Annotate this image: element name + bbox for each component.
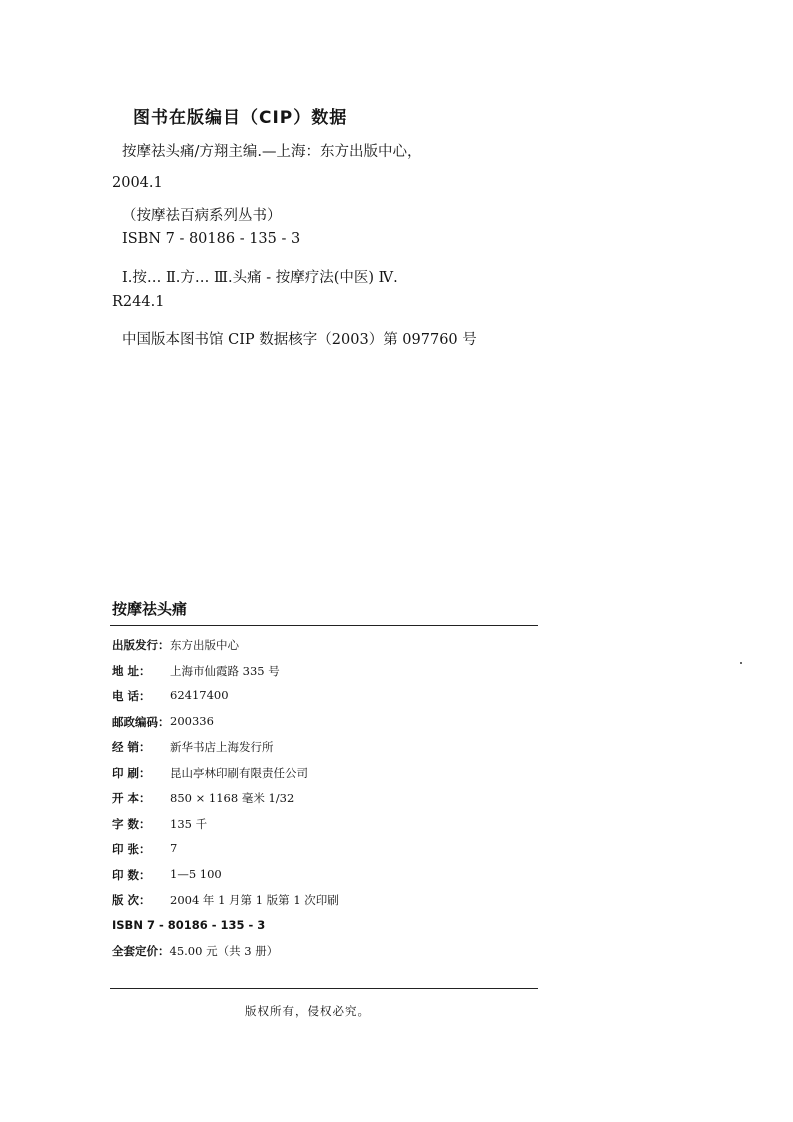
colophon-row-edition <box>112 892 339 918</box>
colophon-row-isbn <box>112 918 339 944</box>
colophon-row-phone <box>112 688 339 714</box>
cip-line-subjects: Ⅰ.按… Ⅱ.方… Ⅲ.头痛 - 按摩疗法(中医) Ⅳ. <box>122 270 398 286</box>
row-value: 昆山亭林印刷有限责任公司 <box>170 765 308 780</box>
colophon-row-distributor <box>112 739 339 765</box>
colophon-row-price <box>112 943 339 969</box>
scan-speck <box>740 662 742 664</box>
row-value: 东方出版中心 <box>170 638 239 652</box>
row-value: 62417400 <box>170 688 229 702</box>
row-label: 印 刷： <box>112 765 151 780</box>
row-value: 新华书店上海发行所 <box>170 740 274 754</box>
row-value: 850 × 1168 毫米 1/32 <box>170 791 295 805</box>
row-value: 上海市仙霞路 335 号 <box>170 663 280 678</box>
colophon-row-print-run <box>112 867 339 893</box>
colophon-row-sheets <box>112 841 339 867</box>
colophon-row-word-count <box>112 816 339 842</box>
row-label: 地 址： <box>112 663 151 678</box>
row-value: 1—5 100 <box>170 866 222 881</box>
row-value: 135 千 <box>170 816 208 831</box>
row-value: 2004 年 1 月第 1 版第 1 次印刷 <box>170 893 339 907</box>
row-label: 字 数： <box>112 816 151 831</box>
colophon-row-address <box>112 663 339 689</box>
cip-line-classification: R244.1 <box>112 294 165 310</box>
row-label: 出版发行： <box>112 638 170 652</box>
colophon-row-format <box>112 790 339 816</box>
book-title: 按摩祛头痛 <box>112 600 188 618</box>
row-label: 印 数： <box>112 867 151 882</box>
divider-top <box>110 625 538 626</box>
colophon-row-publisher <box>112 637 339 663</box>
copyright-notice: 版权所有，侵权必究。 <box>245 1004 370 1018</box>
row-label: 印 张： <box>112 842 151 856</box>
colophon-row-printer <box>112 765 339 791</box>
row-label: 版 次： <box>112 893 151 907</box>
colophon-row-postcode <box>112 714 339 740</box>
cip-line-record-number: 中国版本图书馆 CIP 数据核字（2003）第 097760 号 <box>122 332 477 348</box>
isbn-number: ISBN 7 - 80186 - 135 - 3 <box>112 917 266 932</box>
cip-line-title-editor: 按摩祛头痛/方翔主编.—上海：东方出版中心， <box>122 144 422 160</box>
row-label: 邮政编码： <box>112 714 170 729</box>
colophon-info <box>112 637 339 969</box>
price-value: 45.00 元（共 3 册） <box>169 944 279 958</box>
divider-bottom <box>110 988 538 989</box>
price-label: 全套定价： <box>112 944 170 958</box>
row-label: 电 话： <box>112 689 151 703</box>
row-label: 经 销： <box>112 740 151 754</box>
cip-title: 图书在版编目（CIP）数据 <box>133 108 348 128</box>
cip-line-isbn: ISBN 7 - 80186 - 135 - 3 <box>122 231 301 247</box>
row-value: 7 <box>170 841 178 855</box>
cip-line-date: 2004.1 <box>112 175 163 191</box>
row-label: 开 本： <box>112 791 151 805</box>
cip-line-series: （按摩祛百病系列丛书） <box>122 208 282 224</box>
row-value: 200336 <box>170 713 214 728</box>
